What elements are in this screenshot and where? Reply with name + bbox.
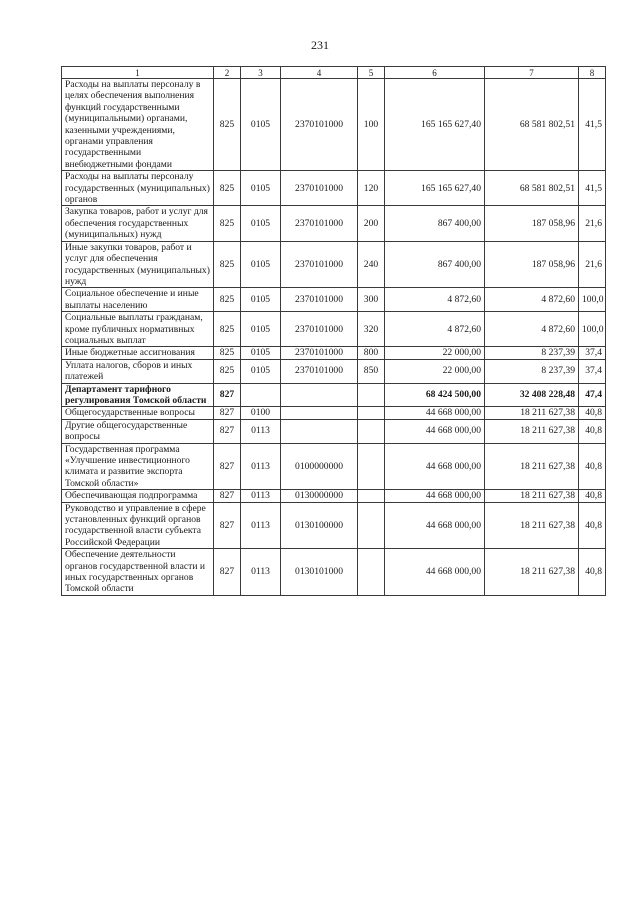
expense-kind-cell: 850 [358, 359, 385, 383]
percent-cell: 21,6 [579, 241, 606, 288]
expense-name-cell: Расходы на выплаты персоналу государственных (муниципальных) органов [62, 171, 214, 206]
expense-kind-cell [358, 443, 385, 490]
ministry-code-cell: 827 [214, 549, 241, 596]
actual-amount-cell: 68 581 802,51 [485, 79, 579, 171]
actual-amount-cell: 32 408 228,48 [485, 383, 579, 407]
expense-name-cell: Другие общегосударственные вопросы [62, 419, 214, 443]
header-cell: 7 [485, 67, 579, 79]
expense-kind-cell [358, 490, 385, 502]
section-code-cell: 0105 [241, 347, 281, 359]
actual-amount-cell: 4 872,60 [485, 312, 579, 347]
percent-cell: 40,8 [579, 502, 606, 549]
table-row [62, 549, 606, 596]
table-row [62, 347, 606, 359]
target-code-cell: 2370101000 [281, 206, 358, 241]
plan-amount-cell: 68 424 500,00 [385, 383, 485, 407]
budget-table [61, 66, 606, 596]
percent-cell: 41,5 [579, 79, 606, 171]
section-code-cell [241, 383, 281, 407]
target-code-cell [281, 383, 358, 407]
ministry-code-cell: 825 [214, 312, 241, 347]
header-cell: 3 [241, 67, 281, 79]
expense-kind-cell: 100 [358, 79, 385, 171]
target-code-cell: 2370101000 [281, 79, 358, 171]
section-code-cell: 0113 [241, 443, 281, 490]
percent-cell: 40,8 [579, 407, 606, 419]
target-code-cell: 0100000000 [281, 443, 358, 490]
header-cell: 6 [385, 67, 485, 79]
section-code-cell: 0105 [241, 312, 281, 347]
ministry-code-cell: 827 [214, 407, 241, 419]
table-row [62, 502, 606, 549]
ministry-code-cell: 827 [214, 502, 241, 549]
percent-cell: 100,0 [579, 312, 606, 347]
plan-amount-cell: 165 165 627,40 [385, 171, 485, 206]
expense-kind-cell: 200 [358, 206, 385, 241]
target-code-cell: 2370101000 [281, 241, 358, 288]
percent-cell: 40,8 [579, 490, 606, 502]
plan-amount-cell: 4 872,60 [385, 312, 485, 347]
plan-amount-cell: 867 400,00 [385, 241, 485, 288]
table-row [62, 407, 606, 419]
section-code-cell: 0105 [241, 241, 281, 288]
percent-cell: 40,8 [579, 443, 606, 490]
target-code-cell: 2370101000 [281, 347, 358, 359]
expense-kind-cell: 800 [358, 347, 385, 359]
percent-cell: 40,8 [579, 419, 606, 443]
ministry-code-cell: 827 [214, 490, 241, 502]
expense-name-cell: Закупка товаров, работ и услуг для обеспечения государственных (муниципальных) нужд [62, 206, 214, 241]
expense-kind-cell [358, 407, 385, 419]
plan-amount-cell: 22 000,00 [385, 347, 485, 359]
ministry-code-cell: 825 [214, 359, 241, 383]
expense-kind-cell [358, 549, 385, 596]
actual-amount-cell: 18 211 627,38 [485, 549, 579, 596]
actual-amount-cell: 18 211 627,38 [485, 407, 579, 419]
expense-kind-cell [358, 502, 385, 549]
plan-amount-cell: 44 668 000,00 [385, 490, 485, 502]
expense-name-cell: Государственная программа «Улучшение инвестиционного климата и развитие экспорта Томской области» [62, 443, 214, 490]
table-row [62, 171, 606, 206]
actual-amount-cell: 18 211 627,38 [485, 443, 579, 490]
plan-amount-cell: 44 668 000,00 [385, 549, 485, 596]
expense-name-cell: Уплата налогов, сборов и иных платежей [62, 359, 214, 383]
ministry-code-cell: 825 [214, 241, 241, 288]
actual-amount-cell: 8 237,39 [485, 347, 579, 359]
expense-name-cell: Обеспечивающая подпрограмма [62, 490, 214, 502]
ministry-code-cell: 825 [214, 206, 241, 241]
table-row [62, 443, 606, 490]
plan-amount-cell: 44 668 000,00 [385, 443, 485, 490]
percent-cell: 100,0 [579, 288, 606, 312]
expense-kind-cell: 300 [358, 288, 385, 312]
table-header-row [62, 67, 606, 79]
percent-cell: 21,6 [579, 206, 606, 241]
table-row [62, 359, 606, 383]
actual-amount-cell: 8 237,39 [485, 359, 579, 383]
expense-name-cell: Социальное обеспечение и иные выплаты населению [62, 288, 214, 312]
page-number: 231 [311, 38, 329, 52]
table-row [62, 383, 606, 407]
expense-name-cell: Социальные выплаты гражданам, кроме публичных нормативных социальных выплат [62, 312, 214, 347]
table-row [62, 206, 606, 241]
plan-amount-cell: 44 668 000,00 [385, 419, 485, 443]
actual-amount-cell: 18 211 627,38 [485, 502, 579, 549]
percent-cell: 41,5 [579, 171, 606, 206]
section-code-cell: 0113 [241, 549, 281, 596]
ministry-code-cell: 825 [214, 288, 241, 312]
percent-cell: 37,4 [579, 359, 606, 383]
actual-amount-cell: 18 211 627,38 [485, 419, 579, 443]
target-code-cell [281, 407, 358, 419]
plan-amount-cell: 44 668 000,00 [385, 502, 485, 549]
plan-amount-cell: 44 668 000,00 [385, 407, 485, 419]
expense-name-cell: Департамент тарифного регулирования Томской области [62, 383, 214, 407]
actual-amount-cell: 187 058,96 [485, 241, 579, 288]
header-cell: 2 [214, 67, 241, 79]
target-code-cell: 0130100000 [281, 502, 358, 549]
expense-name-cell: Иные закупки товаров, работ и услуг для обеспечения государственных (муниципальных) нужд [62, 241, 214, 288]
expense-kind-cell: 320 [358, 312, 385, 347]
ministry-code-cell: 827 [214, 383, 241, 407]
ministry-code-cell: 825 [214, 79, 241, 171]
expense-name-cell: Расходы на выплаты персоналу в целях обеспечения выполнения функций государственными (муниципальными) органами, казенными учреждениями, органами управления государственными внебюджетными фондами [62, 79, 214, 171]
header-cell: 4 [281, 67, 358, 79]
table-row [62, 490, 606, 502]
table-row [62, 419, 606, 443]
plan-amount-cell: 22 000,00 [385, 359, 485, 383]
table-row [62, 241, 606, 288]
plan-amount-cell: 4 872,60 [385, 288, 485, 312]
expense-name-cell: Руководство и управление в сфере установленных функций органов государственной власти субъекта Российской Федерации [62, 502, 214, 549]
ministry-code-cell: 827 [214, 443, 241, 490]
section-code-cell: 0113 [241, 419, 281, 443]
actual-amount-cell: 68 581 802,51 [485, 171, 579, 206]
section-code-cell: 0105 [241, 288, 281, 312]
section-code-cell: 0105 [241, 206, 281, 241]
section-code-cell: 0105 [241, 79, 281, 171]
target-code-cell: 2370101000 [281, 312, 358, 347]
expense-kind-cell: 120 [358, 171, 385, 206]
ministry-code-cell: 825 [214, 347, 241, 359]
ministry-code-cell: 825 [214, 171, 241, 206]
target-code-cell: 2370101000 [281, 359, 358, 383]
target-code-cell [281, 419, 358, 443]
percent-cell: 37,4 [579, 347, 606, 359]
actual-amount-cell: 18 211 627,38 [485, 490, 579, 502]
plan-amount-cell: 165 165 627,40 [385, 79, 485, 171]
percent-cell: 47,4 [579, 383, 606, 407]
target-code-cell: 0130101000 [281, 549, 358, 596]
ministry-code-cell: 827 [214, 419, 241, 443]
section-code-cell: 0113 [241, 490, 281, 502]
table-row [62, 312, 606, 347]
actual-amount-cell: 187 058,96 [485, 206, 579, 241]
expense-name-cell: Общегосударственные вопросы [62, 407, 214, 419]
target-code-cell: 2370101000 [281, 171, 358, 206]
table-row [62, 79, 606, 171]
header-cell: 1 [62, 67, 214, 79]
plan-amount-cell: 867 400,00 [385, 206, 485, 241]
section-code-cell: 0100 [241, 407, 281, 419]
target-code-cell: 2370101000 [281, 288, 358, 312]
expense-kind-cell: 240 [358, 241, 385, 288]
expense-name-cell: Иные бюджетные ассигнования [62, 347, 214, 359]
target-code-cell: 0130000000 [281, 490, 358, 502]
table-row [62, 288, 606, 312]
table-body [62, 79, 606, 596]
section-code-cell: 0105 [241, 171, 281, 206]
header-cell: 8 [579, 67, 606, 79]
header-cell: 5 [358, 67, 385, 79]
section-code-cell: 0105 [241, 359, 281, 383]
actual-amount-cell: 4 872,60 [485, 288, 579, 312]
percent-cell: 40,8 [579, 549, 606, 596]
expense-name-cell: Обеспечение деятельности органов государственной власти и иных государственных органов Томской области [62, 549, 214, 596]
expense-kind-cell [358, 419, 385, 443]
expense-kind-cell [358, 383, 385, 407]
section-code-cell: 0113 [241, 502, 281, 549]
